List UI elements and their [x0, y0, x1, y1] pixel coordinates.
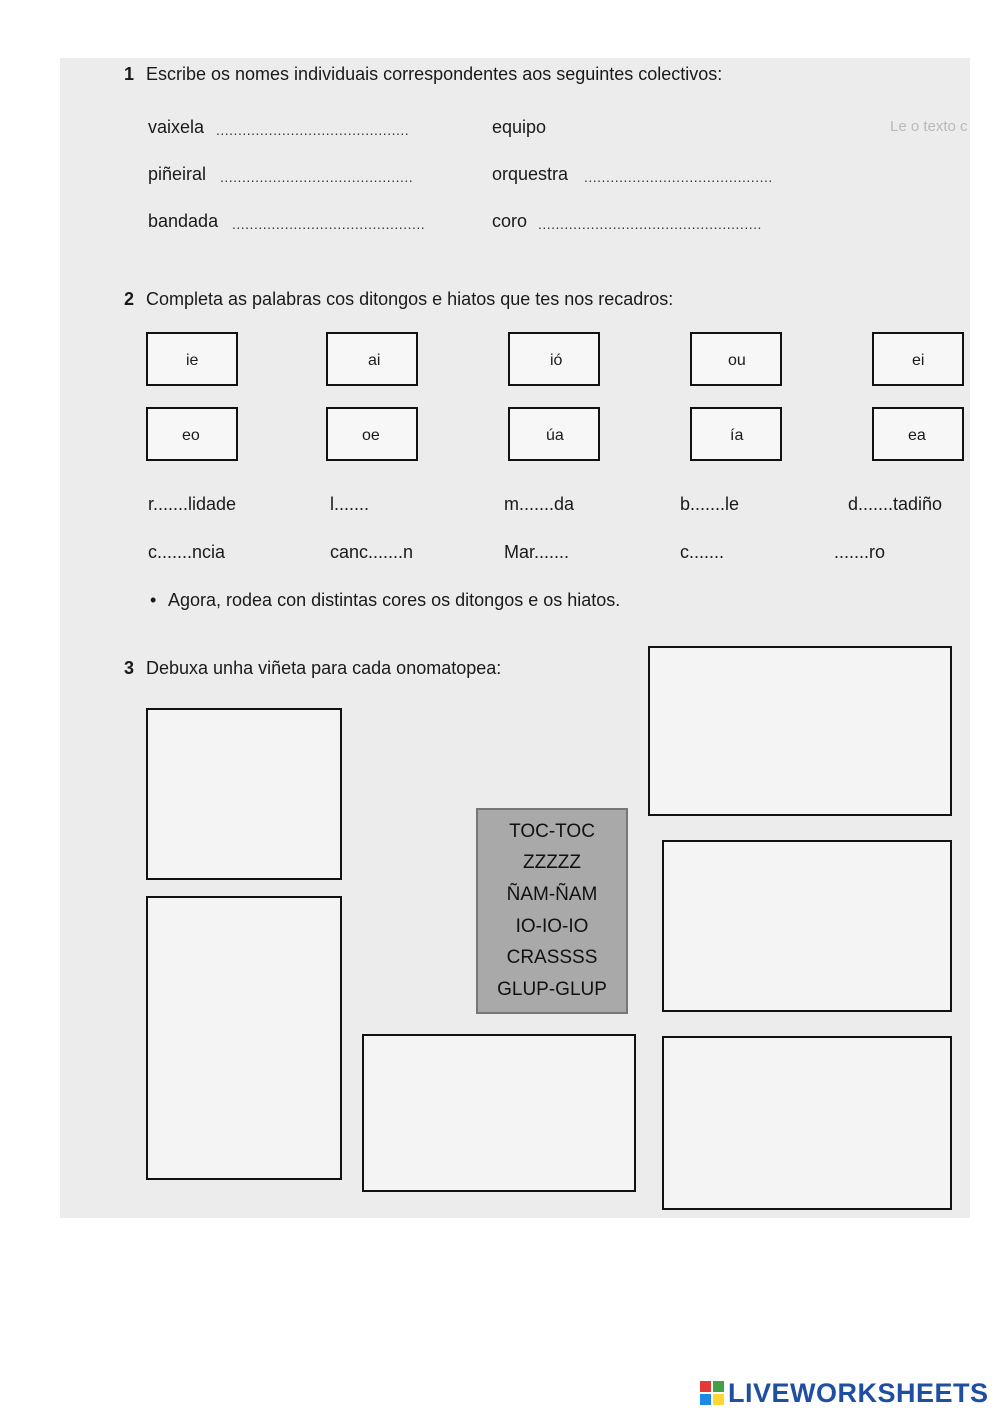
diphthong-box — [508, 332, 600, 386]
diphthong-label: ea — [908, 427, 926, 444]
collective-label: piñeiral — [148, 164, 207, 184]
diphthong-label: eo — [182, 427, 200, 444]
onomatopoeia-item: IO-IO-IO — [515, 915, 589, 937]
liveworksheets-logo[interactable] — [700, 1378, 989, 1408]
drawing-panel[interactable] — [362, 1034, 636, 1192]
background-text: Le o texto c — [890, 118, 968, 135]
onomatopoeia-item: TOC-TOC — [509, 820, 595, 842]
drawing-panel[interactable] — [662, 1036, 952, 1210]
answer-blank[interactable]: ........................................... — [584, 169, 773, 185]
diphthong-box — [872, 407, 964, 461]
diphthong-label: ei — [912, 352, 925, 369]
fill-in-word[interactable]: canc.......n — [330, 542, 414, 562]
diphthong-label: ai — [368, 352, 381, 369]
diphthong-label: ió — [550, 352, 563, 369]
fill-in-word[interactable]: Mar....... — [504, 542, 570, 562]
diphthong-label: úa — [546, 427, 564, 444]
logo-text: LIVEWORKSHEETS — [728, 1377, 989, 1408]
diphthong-box — [690, 407, 782, 461]
fill-in-word[interactable]: c....... — [680, 542, 725, 562]
logo-icon — [700, 1381, 724, 1405]
diphthong-box — [690, 332, 782, 386]
fill-in-word[interactable]: .......ro — [834, 542, 886, 562]
collective-label: bandada — [148, 211, 219, 231]
collective-label: orquestra — [492, 164, 569, 184]
exercise-2-follow-up: Agora, rodea con distintas cores os ditongos e os hiatos. — [168, 590, 621, 610]
onomatopoeia-item: ZZZZZ — [522, 852, 582, 874]
diphthong-box — [146, 332, 238, 386]
answer-blank[interactable]: ............................................ — [216, 122, 410, 138]
diphthong-box — [146, 407, 238, 461]
diphthong-label: oe — [362, 427, 380, 444]
diphthong-box — [872, 332, 964, 386]
collective-label: coro — [492, 211, 528, 231]
drawing-panel[interactable] — [146, 896, 342, 1180]
drawing-panel[interactable] — [662, 840, 952, 1012]
fill-in-word[interactable]: d.......tadiño — [848, 494, 943, 514]
exercise-3-number: 3 — [124, 658, 135, 678]
exercise-2-instruction: Completa as palabras cos ditongos e hiatos que tes nos recadros: — [146, 289, 674, 309]
fill-in-word[interactable]: l....... — [330, 494, 370, 514]
diphthong-box — [326, 407, 418, 461]
onomatopoeia-item: GLUP-GLUP — [497, 979, 607, 1001]
diphthong-label: ía — [730, 427, 744, 444]
fill-in-word[interactable]: r.......lidade — [148, 494, 237, 514]
exercise-1-number: 1 — [124, 64, 135, 84]
drawing-panel[interactable] — [648, 646, 952, 816]
answer-blank[interactable]: ............................................ — [220, 169, 414, 185]
diphthong-box — [326, 332, 418, 386]
fill-in-word[interactable]: b.......le — [680, 494, 740, 514]
diphthong-box — [508, 407, 600, 461]
bullet-icon: • — [150, 590, 157, 610]
exercise-3-instruction: Debuxa unha viñeta para cada onomatopea: — [146, 658, 502, 678]
drawing-panel[interactable] — [146, 708, 342, 880]
fill-in-word[interactable]: m.......da — [504, 494, 575, 514]
onomatopoeia-item: ÑAM-ÑAM — [506, 884, 598, 906]
diphthong-label: ou — [728, 352, 746, 369]
answer-blank[interactable]: ................................................... — [538, 216, 762, 232]
diphthong-label: ie — [186, 352, 199, 369]
exercise-1-instruction: Escribe os nomes individuais correspondentes aos seguintes colectivos: — [146, 64, 723, 84]
worksheet-page — [60, 58, 970, 1218]
answer-blank[interactable]: ............................................ — [232, 216, 426, 232]
collective-label: vaixela — [148, 117, 205, 137]
exercise-2-number: 2 — [124, 289, 135, 309]
fill-in-word[interactable]: c.......ncia — [148, 542, 226, 562]
onomatopoeia-item: CRASSSS — [506, 947, 598, 969]
collective-label: equipo — [492, 117, 547, 137]
onomatopoeia-box — [476, 808, 628, 1014]
